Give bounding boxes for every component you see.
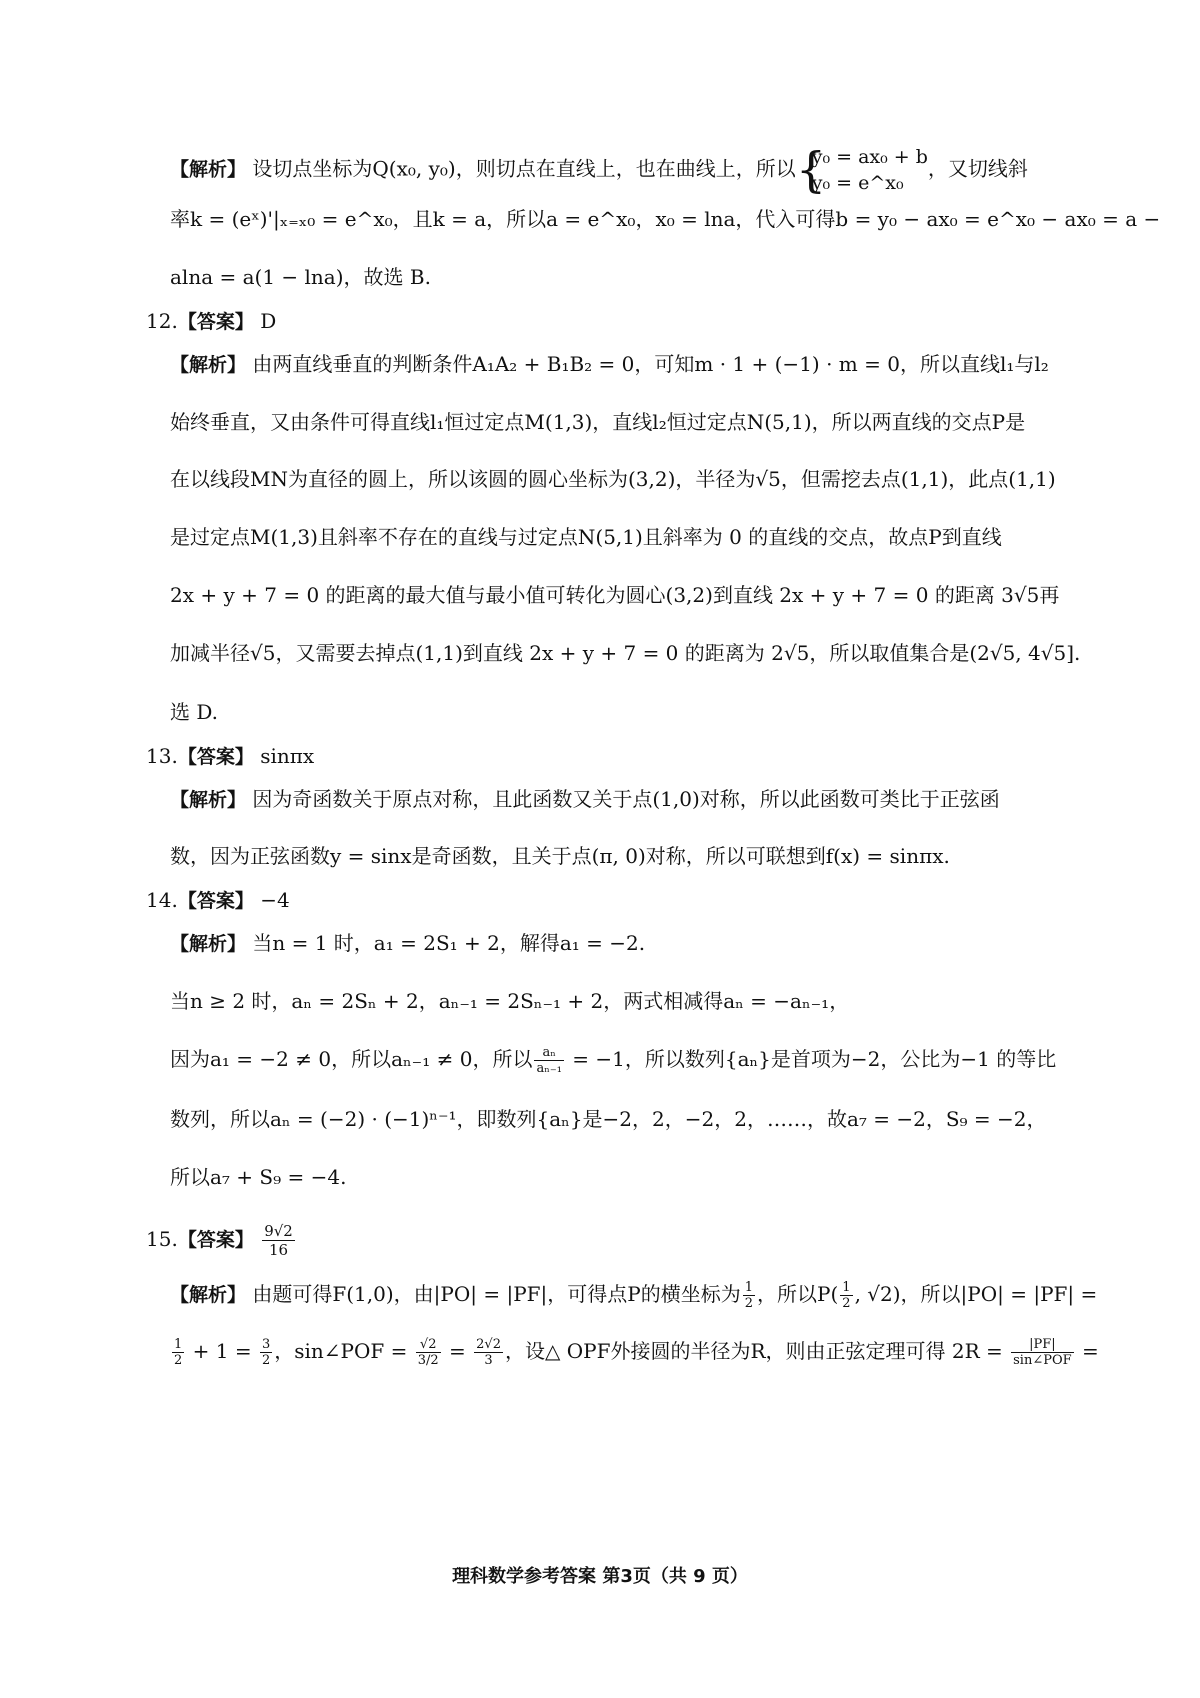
answer-value: D — [260, 309, 277, 333]
fraction: $\frac{1}{2}$ — [842, 1280, 851, 1311]
answer-value: −4 — [260, 888, 290, 912]
answer-tag: 【答案】 — [177, 1229, 254, 1251]
fraction: $\frac{2√2}{3}$ — [476, 1337, 501, 1368]
q14-analysis-line-1: 【解析】 当n = 1 时，a₁ = 2S₁ + 2，解得a₁ = −2. — [170, 931, 646, 955]
fraction: $\frac{√2}{3/2}$ — [417, 1337, 439, 1368]
question-number: 12. — [146, 309, 178, 333]
q11-analysis-line-3: alna = a(1 − lna)，故选 B. — [170, 265, 431, 289]
q12-analysis-line-6: 加减半径√5，又需要去掉点(1,1)到直线 2x + y + 7 = 0 的距离为 2√5，所以取值集合是(2√5, 4√5]. — [170, 641, 1081, 665]
analysis-tag: 【解析】 — [170, 933, 247, 955]
analysis-tag: 【解析】 — [170, 1284, 247, 1306]
analysis-tag: 【解析】 — [170, 354, 247, 376]
q13-analysis-line-1: 【解析】 因为奇函数关于原点对称，且此函数又关于点(1,0)对称，所以此函数可类比于正弦函 — [170, 787, 1000, 811]
question-number: 13. — [146, 744, 178, 768]
fraction: $\frac{3}{2}$ — [261, 1337, 271, 1368]
q11-analysis-line-2: 率k = (eˣ)'|ₓ₌ₓ₀ = e^x₀，且k = a，所以a = e^x₀，x₀ = lna，代入可得b = y₀ − ax₀ = e^x₀ − ax₀ = a − — [170, 207, 1161, 231]
q12-analysis-line-1: 【解析】 由两直线垂直的判断条件A₁A₂ + B₁B₂ = 0，可知m · 1 + (−1) · m = 0，所以直线l₁与l₂ — [170, 352, 1049, 376]
q14-analysis-line-5: 所以a₇ + S₉ = −4. — [170, 1165, 347, 1189]
q12-answer — [146, 306, 1060, 337]
q14-analysis-line-3: 因为a₁ = −2 ≠ 0，所以aₙ₋₁ ≠ 0，所以 $\frac{\text{aₙ}}{\text{aₙ₋₁}}$ = −1，所以数列{aₙ}是首项为−2，公比为−1 的等比 — [170, 1045, 1057, 1076]
q14-analysis-line-2: 当n ≥ 2 时，aₙ = 2Sₙ + 2，aₙ₋₁ = 2Sₙ₋₁ + 2，两式相减得aₙ = −aₙ₋₁， — [170, 989, 850, 1013]
q13-answer — [146, 741, 1060, 772]
answer-tag: 【答案】 — [177, 311, 254, 333]
page-footer: 理科数学参考答案 第3页（共 9 页） — [452, 1566, 748, 1587]
q12-analysis-line-4: 是过定点M(1,3)且斜率不存在的直线与过定点N(5,1)且斜率为 0 的直线的交点，故点P到直线 — [170, 525, 1002, 549]
q15-analysis-line-2: $\frac{1}{2}$ + 1 = $\frac{3}{2}$ ，sin∠POF = $\frac{√2}{3/2}$ = $\frac{2√2}{3}$ ，设△ OPF外接圆的半径为R，则由正弦定理可得 2R = $\frac{|PF|}{\text{sin∠POF}}$ = — [174, 1337, 1099, 1368]
q14-analysis-line-4: 数列，所以aₙ = (−2) · (−1)ⁿ⁻¹，即数列{aₙ}是−2，2，−2，2，……，故a₇ = −2，S₉ = −2， — [170, 1107, 1047, 1131]
fraction: $\frac{\text{aₙ}}{\text{aₙ₋₁}}$ — [536, 1045, 562, 1076]
q15-answer — [146, 1222, 1060, 1259]
question-number: 15. — [146, 1227, 178, 1251]
question-number: 14. — [146, 888, 178, 912]
fraction: $\frac{1}{2}$ — [174, 1337, 183, 1368]
q12-analysis-line-5: 2x + y + 7 = 0 的距离的最大值与最小值可转化为圆心(3,2)到直线 2x + y + 7 = 0 的距离 3√5再 — [170, 583, 1060, 607]
q11-analysis-line-1 — [170, 144, 1060, 196]
q11-text: ，又切线斜 — [927, 156, 1028, 181]
fraction: $\frac{|PF|}{\text{sin∠POF}}$ — [1013, 1337, 1072, 1368]
q12-analysis-line-2: 始终垂直，又由条件可得直线l₁恒过定点M(1,3)，直线l₂恒过定点N(5,1)，所以两直线的交点P是 — [170, 410, 1026, 434]
q15-analysis-line-1: 【解析】 由题可得F(1,0)，由|PO| = |PF|，可得点P的横坐标为 $\frac{1}{2}$ ，所以P( $\frac{1}{2}$ , √2)，所以|PO| = |PF| = — [170, 1280, 1098, 1311]
q11-text: 设切点坐标为Q(x₀, y₀)，则切点在直线上，也在曲线上，所以 — [252, 156, 796, 181]
answer-value: sinπx — [260, 744, 315, 768]
q13-analysis-line-2: 数，因为正弦函数y = sinx是奇函数，且关于点(π, 0)对称，所以可联想到f(x) = sinπx. — [170, 844, 950, 868]
analysis-tag: 【解析】 — [170, 789, 247, 811]
answer-value: $\frac{9√2}{16}$ — [264, 1222, 293, 1259]
analysis-tag: 【解析】 — [170, 158, 247, 181]
fraction: $\frac{1}{2}$ — [744, 1280, 754, 1311]
answer-tag: 【答案】 — [177, 890, 254, 912]
equation-system: { y₀ = ax₀ + b y₀ = e^x₀ — [796, 144, 928, 196]
q12-analysis-line-3: 在以线段MN为直径的圆上，所以该圆的圆心坐标为(3,2)，半径为√5，但需挖去点(1,1)，此点(1,1) — [170, 467, 1056, 491]
q14-answer — [146, 885, 1060, 916]
q12-analysis-line-7: 选 D. — [170, 700, 219, 724]
answer-tag: 【答案】 — [177, 746, 254, 768]
